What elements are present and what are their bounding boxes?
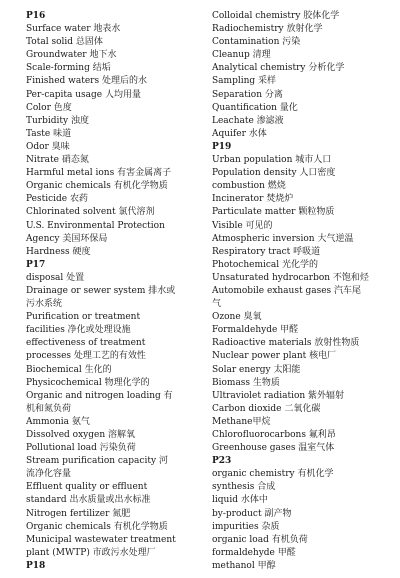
glossary-line: Biomass 生物质 bbox=[212, 377, 280, 388]
glossary-line: plant (MWTP) 市政污水处理厂 bbox=[26, 547, 156, 558]
glossary-line: Nitrate 硝态氮 bbox=[26, 155, 89, 166]
glossary-line: Effluent quality or effluent bbox=[26, 482, 148, 493]
glossary-line: Municipal wastewater treatment bbox=[26, 534, 176, 545]
glossary-line: Surface water 地表水 bbox=[26, 24, 121, 35]
glossary-line: standard 出水质量或出水标准 bbox=[26, 495, 151, 506]
glossary-line: disposal 处置 bbox=[26, 272, 85, 283]
glossary-line: Incinerator 焚烧炉 bbox=[212, 194, 294, 205]
glossary-line: Agency 美国环保局 bbox=[26, 233, 108, 244]
glossary-line: Solar energy 太阳能 bbox=[212, 364, 301, 375]
glossary-line: by-product 副产物 bbox=[212, 508, 292, 519]
glossary-line: Harmful metal ions 有害金属离子 bbox=[26, 168, 172, 179]
glossary-line: Organic chemicals 有机化学物质 bbox=[26, 181, 168, 192]
glossary-line: Ozone 臭氧 bbox=[212, 312, 262, 323]
glossary-line: Chlorofluorocarbons 氟利昂 bbox=[212, 430, 336, 440]
glossary-line: Organic chemicals 有机化学物质 bbox=[26, 521, 168, 532]
glossary-line: synthesis 合成 bbox=[212, 482, 276, 493]
section-heading: P19 bbox=[212, 141, 232, 152]
glossary-line: effectiveness of treatment bbox=[26, 338, 146, 349]
glossary-line: 气 bbox=[212, 299, 222, 310]
glossary-line: Ultraviolet radiation 紫外辐射 bbox=[212, 390, 345, 401]
glossary-line: facilities 净化或处理设施 bbox=[26, 325, 131, 336]
glossary-line: Population density 人口密度 bbox=[212, 168, 336, 179]
glossary-line: Atmospheric inversion 大气逆温 bbox=[212, 233, 354, 244]
right-column bbox=[212, 10, 392, 578]
glossary-line: formaldehyde 甲醛 bbox=[212, 547, 296, 558]
glossary-line: Per-capita usage 人均用量 bbox=[26, 89, 141, 100]
section-heading: P16 bbox=[26, 11, 46, 21]
glossary-line: Organic and nitrogen loading 有 bbox=[26, 390, 173, 401]
glossary-line: Radioactive materials 放射性物质 bbox=[212, 338, 360, 349]
glossary-line: Cleanup 清理 bbox=[212, 50, 271, 61]
glossary-line: Chlorinated solvent 氯代溶剂 bbox=[26, 207, 155, 218]
glossary-line: Carbon dioxide 二氧化碳 bbox=[212, 403, 321, 414]
glossary-line: Aquifer 水体 bbox=[212, 128, 267, 139]
glossary-line: Purification or treatment bbox=[26, 312, 141, 323]
glossary-line: Color 色度 bbox=[26, 102, 72, 113]
glossary-line: Stream purification capacity 河 bbox=[26, 456, 168, 467]
glossary-line: Separation 分离 bbox=[212, 89, 283, 100]
glossary-line: Methane甲烷 bbox=[212, 416, 271, 427]
glossary-line: Respiratory tract 呼吸道 bbox=[212, 246, 321, 257]
glossary-line: Contamination 污染 bbox=[212, 37, 301, 48]
left-column bbox=[26, 10, 202, 578]
section-heading: P23 bbox=[212, 456, 232, 467]
glossary-line: Quantification 量化 bbox=[212, 102, 298, 113]
section-heading: P18 bbox=[26, 560, 46, 571]
glossary-line: organic chemistry 有机化学 bbox=[212, 469, 334, 480]
section-heading: P17 bbox=[26, 259, 46, 270]
glossary-line: Formaldehyde 甲醛 bbox=[212, 325, 299, 336]
glossary-line: Physicochemical 物理化学的 bbox=[26, 377, 150, 388]
glossary-line: Biochemical 生化的 bbox=[26, 364, 112, 375]
glossary-line: Greenhouse gases 温室气体 bbox=[212, 443, 335, 454]
glossary-line: Hardness 硬度 bbox=[26, 246, 91, 257]
glossary-line: Dissolved oxygen 溶解氧 bbox=[26, 430, 135, 440]
glossary-line: Total solid 总固体 bbox=[26, 37, 103, 48]
glossary-line: Photochemical 光化学的 bbox=[212, 259, 319, 270]
glossary-line: impurities 杂质 bbox=[212, 521, 280, 532]
glossary-line: Automobile exhaust gases 汽车尾 bbox=[212, 285, 361, 296]
glossary-line: Drainage or sewer system 排水或 bbox=[26, 285, 176, 296]
glossary-line: Colloidal chemistry 胶体化学 bbox=[212, 11, 340, 21]
glossary-line: Urban population 城市人口 bbox=[212, 155, 332, 166]
glossary-line: Taste 味道 bbox=[26, 128, 72, 139]
glossary-line: 污水系统 bbox=[26, 299, 63, 310]
glossary-line: Ammonia 氨气 bbox=[26, 416, 90, 427]
glossary-line: Nitrogen fertilizer 氮肥 bbox=[26, 508, 131, 519]
glossary-line: Leachate 渗滤液 bbox=[212, 115, 284, 126]
glossary-line: Nuclear power plant 核电厂 bbox=[212, 351, 337, 362]
glossary-line: Turbidity 浊度 bbox=[26, 115, 89, 126]
glossary-line: U.S. Environmental Protection bbox=[26, 220, 165, 231]
glossary-line: combustion 燃烧 bbox=[212, 181, 286, 192]
glossary-line: Analytical chemistry 分析化学 bbox=[212, 63, 345, 74]
glossary-line: Finished waters 处理后的水 bbox=[26, 76, 147, 87]
glossary-line: 机和氮负荷 bbox=[26, 403, 72, 414]
glossary-line: Odor 臭味 bbox=[26, 141, 70, 152]
glossary-line: organic load 有机负荷 bbox=[212, 534, 308, 545]
glossary-line: Groundwater 地下水 bbox=[26, 50, 117, 61]
glossary-line: Scale-forming 结垢 bbox=[26, 63, 111, 74]
glossary-line: processes 处理工艺的有效性 bbox=[26, 351, 146, 362]
glossary-line: 流净化容量 bbox=[26, 469, 72, 480]
glossary-line: Visible 可见的 bbox=[212, 220, 273, 231]
glossary-line: methanol 甲醇 bbox=[212, 560, 276, 571]
glossary-line: Pollutional load 污染负荷 bbox=[26, 443, 136, 454]
glossary-line: Particulate matter 颗粒物质 bbox=[212, 207, 335, 218]
glossary-line: Pesticide 农药 bbox=[26, 194, 88, 205]
glossary-line: Unsaturated hydrocarbon 不饱和烃 bbox=[212, 272, 369, 283]
glossary-line: liquid 水体中 bbox=[212, 495, 268, 506]
glossary-line: Sampling 采样 bbox=[212, 76, 277, 87]
glossary-line: Radiochemistry 放射化学 bbox=[212, 24, 323, 35]
